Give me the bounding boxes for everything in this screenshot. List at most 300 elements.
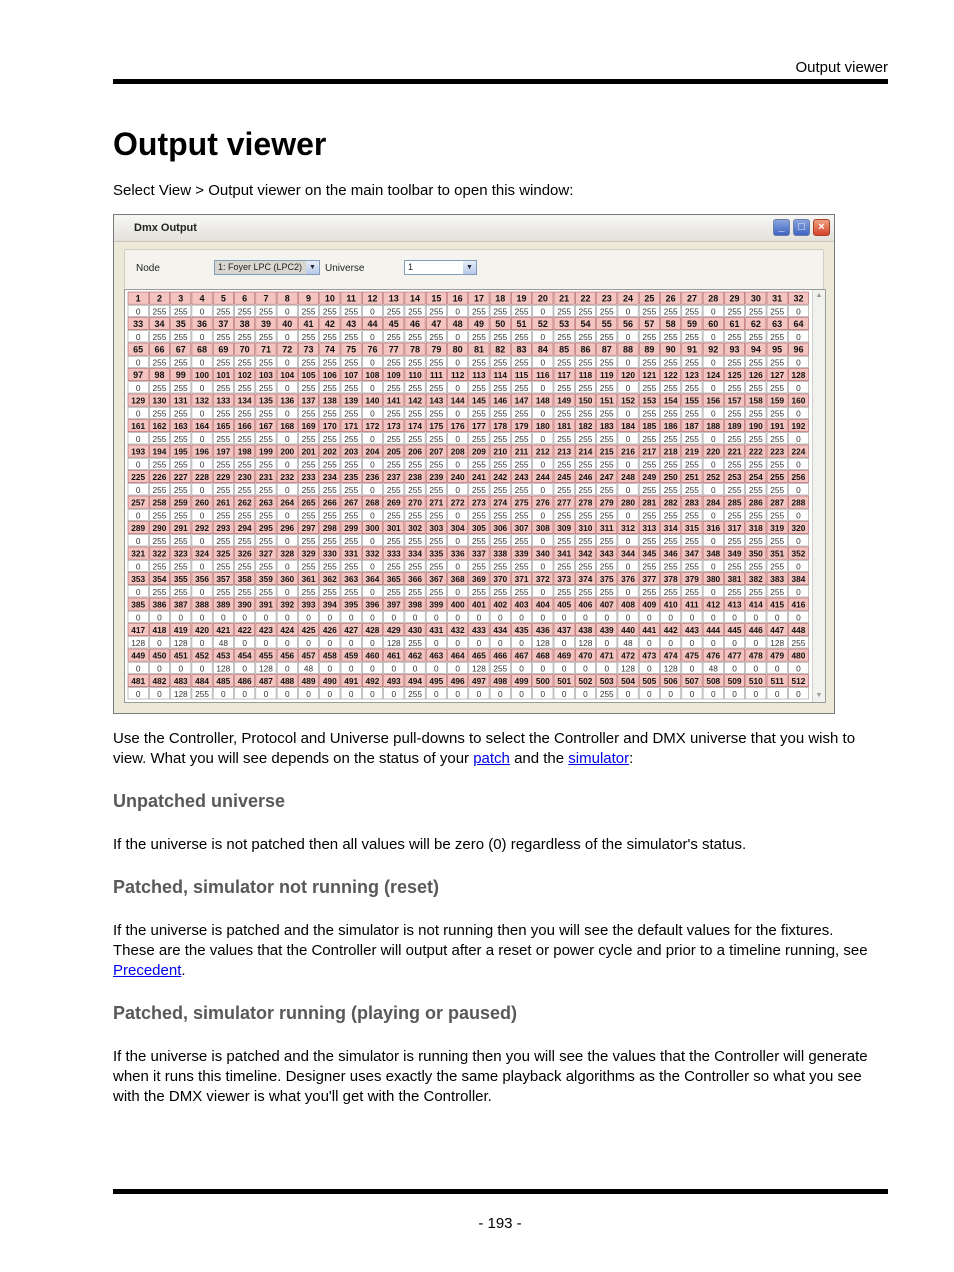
node-select[interactable] <box>214 260 320 275</box>
patch-link[interactable]: patch <box>473 750 510 767</box>
channel-number: 34 <box>154 319 165 330</box>
channel-number: 444 <box>706 625 721 636</box>
channel-value: 0 <box>370 433 375 444</box>
channel-value: 255 <box>216 459 231 470</box>
channel-value: 255 <box>301 510 316 521</box>
channel-value: 255 <box>322 586 337 597</box>
channel-value: 255 <box>216 306 231 317</box>
channel-number: 408 <box>621 599 635 610</box>
channel-value: 255 <box>599 484 614 495</box>
channel-value: 0 <box>561 612 567 623</box>
channel-number: 85 <box>559 344 570 355</box>
channel-value: 0 <box>199 612 205 623</box>
channel-value: 0 <box>455 561 460 572</box>
channel-value: 255 <box>344 408 359 419</box>
channel-value: 255 <box>770 433 785 444</box>
channel-value: 255 <box>301 408 316 419</box>
channel-number: 382 <box>748 574 763 585</box>
channel-value: 0 <box>796 612 801 623</box>
controls-text-1: Use the Controller, Protocol and Universe pull-downs to select the Controller and DMX universe that you wish to <box>113 730 856 747</box>
channel-number: 23 <box>601 293 612 304</box>
channel-value: 0 <box>540 663 546 674</box>
channel-value: 255 <box>642 382 657 393</box>
channel-value: 0 <box>540 612 546 623</box>
channel-value: 0 <box>284 382 290 393</box>
channel-number: 12 <box>367 293 378 304</box>
channel-number: 450 <box>152 650 167 661</box>
channel-number: 419 <box>173 625 188 636</box>
channel-number: 381 <box>727 574 742 585</box>
channel-number: 57 <box>644 319 655 330</box>
channel-value: 255 <box>727 459 742 470</box>
channel-number: 276 <box>535 497 550 508</box>
channel-number: 115 <box>514 370 529 381</box>
scroll-down-icon[interactable]: ▼ <box>815 692 823 699</box>
channel-number: 159 <box>770 395 785 406</box>
channel-number: 143 <box>429 395 444 406</box>
channel-number: 286 <box>748 497 763 508</box>
channel-value: 255 <box>642 510 657 521</box>
channel-value: 255 <box>429 357 444 368</box>
channel-value: 255 <box>152 433 167 444</box>
channel-number: 431 <box>429 625 444 636</box>
channel-number: 488 <box>280 676 295 687</box>
channel-number: 51 <box>516 319 527 330</box>
channel-number: 460 <box>365 650 380 661</box>
channel-number: 496 <box>450 676 465 687</box>
channel-number: 404 <box>535 599 550 610</box>
channel-number: 425 <box>301 625 316 636</box>
channel-number: 29 <box>729 293 740 304</box>
channel-number: 214 <box>578 446 593 457</box>
channel-number: 238 <box>408 472 422 483</box>
channel-number: 366 <box>408 574 422 585</box>
channel-value: 255 <box>663 535 678 546</box>
channel-value: 255 <box>386 535 401 546</box>
channel-number: 48 <box>452 319 463 330</box>
channel-value: 255 <box>578 561 593 572</box>
channel-number: 215 <box>599 446 614 457</box>
channel-number: 272 <box>450 497 465 508</box>
channel-number: 80 <box>452 344 463 355</box>
channel-number: 465 <box>472 650 486 661</box>
channel-value: 128 <box>770 637 785 648</box>
channel-value: 0 <box>455 459 460 470</box>
channel-value: 255 <box>642 433 657 444</box>
channel-number: 59 <box>686 319 697 330</box>
channel-number: 387 <box>173 599 188 610</box>
channel-value: 255 <box>322 306 337 317</box>
channel-value: 0 <box>540 357 546 368</box>
channel-number: 436 <box>535 625 550 636</box>
channel-value: 255 <box>493 306 508 317</box>
universe-select[interactable] <box>404 260 477 275</box>
channel-number: 290 <box>152 523 167 534</box>
channel-value: 0 <box>455 408 460 419</box>
channel-number: 70 <box>239 344 250 355</box>
channel-number: 395 <box>344 599 359 610</box>
channel-value: 255 <box>770 408 785 419</box>
channel-number: 229 <box>216 472 231 483</box>
channel-number: 303 <box>429 523 444 534</box>
channel-number: 296 <box>280 523 295 534</box>
channel-number: 42 <box>324 319 335 330</box>
channel-value: 0 <box>625 459 631 470</box>
channel-value: 255 <box>216 408 231 419</box>
channel-number: 32 <box>793 293 804 304</box>
channel-number: 466 <box>493 650 508 661</box>
channel-number: 268 <box>365 497 380 508</box>
channel-value: 255 <box>152 561 167 572</box>
channel-number: 357 <box>216 574 231 585</box>
channel-number: 427 <box>344 625 359 636</box>
channel-number: 265 <box>301 497 316 508</box>
channel-value: 0 <box>519 637 524 648</box>
channel-value: 0 <box>753 637 759 648</box>
channel-number: 36 <box>197 319 208 330</box>
channel-number: 493 <box>386 676 401 687</box>
channel-value: 255 <box>386 561 401 572</box>
channel-value: 255 <box>663 382 678 393</box>
channel-value: 0 <box>710 331 716 342</box>
channel-number: 337 <box>472 548 486 559</box>
channel-number: 222 <box>748 446 763 457</box>
channel-number: 111 <box>429 370 443 381</box>
channel-number: 86 <box>580 344 591 355</box>
channel-number: 452 <box>195 650 209 661</box>
channel-number: 13 <box>388 293 399 304</box>
channel-number: 269 <box>386 497 401 508</box>
channel-value: 255 <box>195 688 209 699</box>
channel-number: 190 <box>748 421 763 432</box>
channel-value: 255 <box>663 433 678 444</box>
reset-text-end: . <box>181 962 186 979</box>
vertical-scrollbar[interactable] <box>812 290 825 702</box>
channel-number: 413 <box>727 599 742 610</box>
channel-value: 255 <box>259 459 273 470</box>
channel-number: 344 <box>621 548 635 559</box>
channel-number: 510 <box>748 676 763 687</box>
channel-number: 503 <box>599 676 614 687</box>
channel-number: 211 <box>514 446 529 457</box>
channel-number: 7 <box>263 293 269 304</box>
channel-value: 0 <box>284 510 290 521</box>
channel-number: 346 <box>663 548 678 559</box>
channel-number: 200 <box>280 446 295 457</box>
channel-number: 192 <box>791 421 806 432</box>
channel-value: 255 <box>557 586 572 597</box>
channel-number: 90 <box>665 344 676 355</box>
channel-value: 255 <box>173 459 188 470</box>
channel-number: 104 <box>280 370 295 381</box>
channel-value: 255 <box>514 484 529 495</box>
channel-value: 0 <box>157 612 162 623</box>
channel-value: 255 <box>663 586 678 597</box>
window-titlebar[interactable] <box>114 215 834 242</box>
channel-number: 40 <box>282 319 293 330</box>
channel-number: 156 <box>706 395 721 406</box>
channel-value: 255 <box>152 586 167 597</box>
channel-number: 225 <box>131 472 146 483</box>
channel-number: 257 <box>131 497 146 508</box>
channel-number: 103 <box>259 370 273 381</box>
channel-number: 486 <box>237 676 252 687</box>
unpatched-paragraph: If the universe is not patched then all values will be zero (0) regardless of the simulator's status. <box>113 836 747 853</box>
channel-value: 255 <box>301 484 316 495</box>
heading-running: Patched, simulator running (playing or paused) <box>113 1003 518 1023</box>
channel-number: 124 <box>706 370 721 381</box>
channel-number: 270 <box>408 497 422 508</box>
channel-value: 255 <box>344 357 359 368</box>
channel-number: 174 <box>408 421 422 432</box>
channel-value: 255 <box>237 408 252 419</box>
channel-number: 141 <box>386 395 401 406</box>
channel-number: 37 <box>218 319 229 330</box>
channel-value: 0 <box>710 357 716 368</box>
channel-value: 0 <box>284 663 290 674</box>
channel-number: 385 <box>131 599 146 610</box>
channel-value: 0 <box>370 586 375 597</box>
channel-number: 62 <box>750 319 761 330</box>
channel-number: 285 <box>727 497 742 508</box>
channel-number: 6 <box>242 293 248 304</box>
channel-value: 0 <box>625 561 631 572</box>
maximize-button[interactable] <box>793 219 810 236</box>
channel-number: 197 <box>216 446 231 457</box>
channel-number: 437 <box>557 625 572 636</box>
channel-value: 255 <box>663 357 678 368</box>
channel-value: 255 <box>429 306 444 317</box>
channel-number: 368 <box>450 574 465 585</box>
channel-number: 206 <box>408 446 422 457</box>
channel-value: 0 <box>455 331 460 342</box>
channel-number: 484 <box>195 676 209 687</box>
channel-value: 0 <box>135 484 141 495</box>
channel-value: 0 <box>327 637 333 648</box>
channel-number: 56 <box>623 319 634 330</box>
channel-value: 0 <box>284 637 290 648</box>
channel-value: 255 <box>173 382 188 393</box>
channel-number: 26 <box>665 293 676 304</box>
node-select-value: 1: Foyer LPC (LPC2) <box>218 262 303 272</box>
channel-value: 255 <box>727 433 742 444</box>
channel-number: 363 <box>344 574 359 585</box>
channel-number: 25 <box>644 293 655 304</box>
channel-value: 0 <box>732 612 737 623</box>
channel-number: 242 <box>493 472 508 483</box>
channel-value: 255 <box>259 357 273 368</box>
channel-value: 0 <box>263 688 269 699</box>
channel-value: 255 <box>322 408 337 419</box>
channel-number: 369 <box>472 574 486 585</box>
channel-value: 0 <box>135 306 141 317</box>
channel-value: 255 <box>301 535 316 546</box>
channel-number: 378 <box>663 574 678 585</box>
channel-value: 0 <box>370 663 375 674</box>
channel-number: 263 <box>259 497 273 508</box>
channel-value: 0 <box>370 408 375 419</box>
channel-value: 0 <box>455 688 460 699</box>
channel-value: 0 <box>540 688 546 699</box>
channel-number: 96 <box>793 344 804 355</box>
channel-value: 255 <box>493 561 508 572</box>
precedent-link[interactable]: Precedent <box>113 962 182 979</box>
channel-number: 173 <box>386 421 401 432</box>
channel-number: 498 <box>493 676 508 687</box>
channel-value: 128 <box>131 637 146 648</box>
channel-value: 255 <box>259 484 273 495</box>
channel-number: 314 <box>663 523 678 534</box>
channel-number: 299 <box>344 523 359 534</box>
channel-value: 255 <box>216 331 231 342</box>
channel-number: 252 <box>706 472 721 483</box>
channel-value: 255 <box>493 382 508 393</box>
channel-number: 117 <box>557 370 571 381</box>
channel-value: 255 <box>642 357 657 368</box>
channel-value: 255 <box>216 433 231 444</box>
channel-value: 255 <box>663 331 678 342</box>
channel-value: 0 <box>370 382 375 393</box>
channel-value: 255 <box>259 586 273 597</box>
channel-number: 441 <box>642 625 657 636</box>
channel-value: 0 <box>135 510 141 521</box>
channel-number: 76 <box>367 344 378 355</box>
channel-value: 0 <box>540 459 546 470</box>
channel-number: 16 <box>452 293 463 304</box>
channel-number: 277 <box>557 497 572 508</box>
channel-value: 255 <box>493 484 508 495</box>
channel-value: 0 <box>348 688 354 699</box>
channel-value: 255 <box>429 408 444 419</box>
channel-value: 0 <box>135 408 141 419</box>
channel-number: 132 <box>195 395 209 406</box>
channel-number: 281 <box>642 497 657 508</box>
channel-number: 428 <box>365 625 380 636</box>
channel-value: 255 <box>344 331 359 342</box>
channel-value: 0 <box>625 586 631 597</box>
channel-number: 389 <box>216 599 231 610</box>
channel-number: 167 <box>259 421 273 432</box>
channel-value: 255 <box>727 586 742 597</box>
close-button[interactable] <box>813 219 830 236</box>
channel-number: 500 <box>535 676 550 687</box>
channel-value: 255 <box>408 561 422 572</box>
channel-number: 329 <box>301 548 316 559</box>
selector-panel <box>124 249 824 291</box>
minimize-button[interactable] <box>773 219 790 236</box>
channel-value: 0 <box>519 663 524 674</box>
channel-number: 453 <box>216 650 231 661</box>
channel-number: 472 <box>621 650 635 661</box>
channel-value: 255 <box>322 382 337 393</box>
channel-number: 495 <box>429 676 444 687</box>
simulator-link[interactable]: simulator <box>568 750 630 767</box>
channel-number: 78 <box>410 344 421 355</box>
channel-value: 255 <box>322 561 337 572</box>
channel-value: 255 <box>173 306 188 317</box>
channel-number: 126 <box>748 370 763 381</box>
channel-number: 359 <box>259 574 273 585</box>
channel-value: 255 <box>237 535 252 546</box>
channel-value: 0 <box>519 688 524 699</box>
channel-number: 227 <box>173 472 188 483</box>
channel-value: 255 <box>727 535 742 546</box>
channel-value: 255 <box>322 331 337 342</box>
channel-value: 255 <box>472 510 486 521</box>
channel-number: 105 <box>301 370 316 381</box>
scroll-up-icon[interactable]: ▲ <box>815 292 823 299</box>
channel-number: 264 <box>280 497 295 508</box>
channel-number: 293 <box>216 523 231 534</box>
channel-number: 218 <box>663 446 678 457</box>
channel-value: 255 <box>386 382 401 393</box>
channel-number: 4 <box>199 293 205 304</box>
channel-value: 0 <box>689 637 695 648</box>
channel-value: 0 <box>796 561 801 572</box>
channel-value: 255 <box>173 408 188 419</box>
channel-number: 47 <box>431 319 442 330</box>
channel-number: 409 <box>642 599 657 610</box>
channel-number: 420 <box>195 625 209 636</box>
channel-number: 443 <box>685 625 699 636</box>
channel-number: 201 <box>301 446 316 457</box>
channel-number: 251 <box>685 472 699 483</box>
channel-value: 255 <box>748 586 763 597</box>
channel-value: 255 <box>748 561 763 572</box>
channel-value: 0 <box>434 637 439 648</box>
running-header: Output viewer <box>795 59 888 76</box>
channel-value: 0 <box>753 663 759 674</box>
channel-number: 133 <box>216 395 231 406</box>
channel-value: 255 <box>429 561 444 572</box>
channel-number: 490 <box>322 676 337 687</box>
channel-value: 255 <box>599 408 614 419</box>
channel-number: 182 <box>578 421 593 432</box>
channel-value: 0 <box>455 484 460 495</box>
channel-number: 138 <box>322 395 337 406</box>
channel-value: 255 <box>493 433 508 444</box>
channel-value: 48 <box>303 663 314 674</box>
channel-value: 0 <box>370 484 375 495</box>
channel-value: 255 <box>493 331 508 342</box>
channel-value: 255 <box>301 586 316 597</box>
controls-paragraph <box>113 729 891 769</box>
channel-value: 128 <box>173 637 188 648</box>
channel-value: 0 <box>625 306 631 317</box>
channel-value: 0 <box>284 408 290 419</box>
channel-number: 480 <box>791 650 806 661</box>
channel-value: 0 <box>135 612 141 623</box>
channel-value: 0 <box>178 663 184 674</box>
channel-value: 255 <box>472 459 486 470</box>
channel-number: 202 <box>322 446 337 457</box>
channel-value: 255 <box>748 484 763 495</box>
channel-value: 0 <box>306 637 311 648</box>
channel-value: 255 <box>322 357 337 368</box>
channel-number: 309 <box>557 523 572 534</box>
channel-value: 255 <box>599 561 614 572</box>
channel-number: 325 <box>216 548 231 559</box>
channel-value: 0 <box>284 357 290 368</box>
channel-number: 424 <box>280 625 295 636</box>
channel-value: 255 <box>493 510 508 521</box>
channel-number: 464 <box>450 650 465 661</box>
channel-value: 0 <box>625 535 631 546</box>
channel-number: 196 <box>195 446 209 457</box>
controls-text-2: view. What you will see depends on the status of your <box>113 750 474 767</box>
channel-value: 255 <box>770 459 785 470</box>
channel-value: 0 <box>796 408 801 419</box>
